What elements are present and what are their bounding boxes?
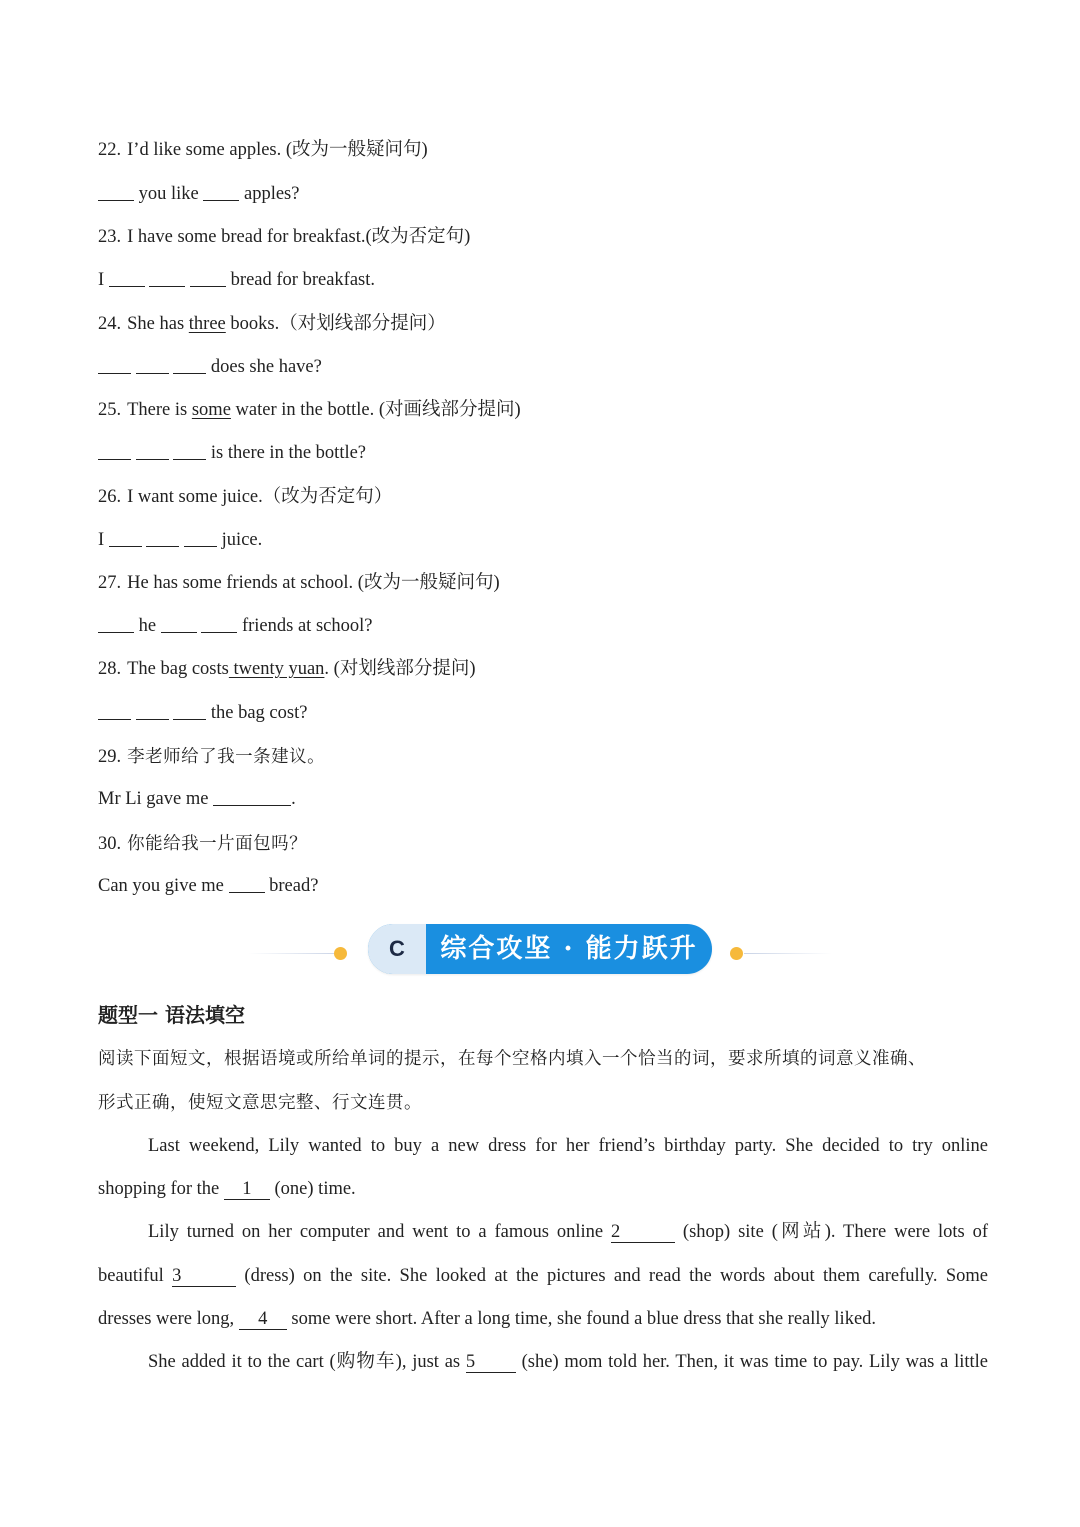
blank-1[interactable]: 1 bbox=[224, 1179, 270, 1200]
passage-text: Lily turned on her computer and went to a famous online bbox=[148, 1222, 612, 1242]
passage-text: (shop) site (网站). There were lots of bbox=[675, 1222, 988, 1242]
passage-text: shopping for the bbox=[98, 1179, 224, 1199]
passage-line bbox=[98, 1263, 988, 1289]
question-22 bbox=[98, 137, 988, 163]
question-30 bbox=[98, 830, 988, 857]
answer-text: friends at school? bbox=[237, 616, 373, 636]
answer-blank[interactable] bbox=[146, 528, 179, 547]
question-text: books.（对划线部分提问） bbox=[225, 314, 446, 334]
divider-line bbox=[248, 953, 340, 954]
passage-line bbox=[98, 1176, 988, 1202]
answer-text: I bbox=[98, 530, 109, 550]
blank-2[interactable]: 2 bbox=[611, 1222, 675, 1243]
question-text: I’d like some apples. (改为一般疑问句) bbox=[127, 140, 428, 160]
answer-blank[interactable] bbox=[229, 874, 265, 893]
answer-text: Can you give me bbox=[98, 876, 229, 896]
passage-line: Last weekend, Lily wanted to buy a new dress for her friend’s birthday party. She decided to try online bbox=[148, 1136, 988, 1156]
passage-line bbox=[98, 1306, 988, 1332]
answer-text: juice. bbox=[217, 530, 263, 550]
instructions: 形式正确，使短文意思完整、行文连贯。 bbox=[98, 1092, 422, 1112]
banner-letter: C bbox=[368, 924, 426, 974]
underlined-word: some bbox=[191, 400, 231, 420]
answer-text: apples? bbox=[239, 184, 300, 204]
answer-blank[interactable] bbox=[203, 182, 239, 201]
answer-blank[interactable] bbox=[173, 441, 206, 460]
answer-text: bread? bbox=[264, 876, 319, 896]
underlined-word: three bbox=[188, 314, 226, 334]
question-text: The bag costs bbox=[127, 659, 229, 679]
answer-blank[interactable] bbox=[184, 528, 217, 547]
divider-line bbox=[744, 953, 832, 954]
answer-blank[interactable] bbox=[190, 268, 226, 287]
instructions: 阅读下面短文，根据语境或所给单词的提示，在每个空格内填入一个恰当的词，要求所填的词意义准确、 bbox=[98, 1048, 926, 1068]
answer-text: the bag cost? bbox=[206, 703, 308, 723]
answer-text: . bbox=[291, 789, 296, 809]
answer-blank[interactable] bbox=[98, 614, 134, 633]
question-number: 25. bbox=[98, 400, 122, 420]
passage-text: some were short. After a long time, she found a blue dress that she really liked. bbox=[286, 1309, 877, 1329]
answer-text: is there in the bottle? bbox=[206, 443, 367, 463]
question-text: There is bbox=[127, 400, 192, 420]
blank-5[interactable]: 5 bbox=[466, 1352, 516, 1373]
question-number: 28. bbox=[98, 659, 122, 679]
answer-blank[interactable] bbox=[173, 701, 206, 720]
answer-blank[interactable] bbox=[98, 441, 131, 460]
answer-blank[interactable] bbox=[98, 355, 131, 374]
answer-blank[interactable] bbox=[201, 614, 237, 633]
blank-3[interactable]: 3 bbox=[172, 1266, 236, 1287]
question-text: . (对划线部分提问) bbox=[324, 659, 476, 679]
question-number: 24. bbox=[98, 314, 122, 334]
question-text: He has some friends at school. (改为一般疑问句) bbox=[127, 573, 500, 593]
answer-line-23 bbox=[98, 267, 988, 293]
answer-text: does she have? bbox=[206, 357, 322, 377]
question-text: 李老师给了我一条建议。 bbox=[127, 746, 326, 766]
dot-icon bbox=[730, 947, 743, 960]
answer-blank[interactable] bbox=[98, 701, 131, 720]
question-number: 23. bbox=[98, 227, 122, 247]
question-text: I have some bread for breakfast.(改为否定句) bbox=[127, 227, 471, 247]
answer-blank[interactable] bbox=[136, 355, 169, 374]
question-text: 你能给我一片面包吗？ bbox=[127, 833, 308, 853]
passage-text: She added it to the cart (购物车), just as bbox=[148, 1352, 466, 1372]
answer-blank[interactable] bbox=[98, 182, 134, 201]
passage-text: (one) time. bbox=[269, 1179, 356, 1199]
answer-blank[interactable] bbox=[173, 355, 206, 374]
passage-text: beautiful bbox=[98, 1266, 173, 1286]
blank-4[interactable]: 4 bbox=[239, 1309, 287, 1330]
answer-blank[interactable] bbox=[136, 701, 169, 720]
question-number: 22. bbox=[98, 140, 122, 160]
answer-line-24 bbox=[98, 354, 988, 380]
answer-line-26 bbox=[98, 527, 988, 553]
passage-line bbox=[98, 1219, 988, 1245]
answer-line-29 bbox=[98, 786, 988, 812]
question-23 bbox=[98, 224, 988, 250]
question-25 bbox=[98, 397, 988, 423]
question-text: water in the bottle. (对画线部分提问) bbox=[230, 400, 521, 420]
banner-title: 综合攻坚 · 能力跃升 bbox=[440, 934, 698, 964]
answer-blank[interactable] bbox=[213, 787, 291, 806]
passage-text: dresses were long, bbox=[98, 1309, 239, 1329]
answer-line-25 bbox=[98, 440, 988, 466]
answer-blank[interactable] bbox=[136, 441, 169, 460]
question-number: 26. bbox=[98, 487, 122, 507]
answer-line-30 bbox=[98, 873, 988, 899]
answer-blank[interactable] bbox=[161, 614, 197, 633]
question-28 bbox=[98, 656, 988, 682]
question-27 bbox=[98, 570, 988, 596]
question-text: I want some juice.（改为否定句） bbox=[127, 487, 393, 507]
question-number: 27. bbox=[98, 573, 122, 593]
underlined-word: twenty yuan bbox=[228, 659, 325, 679]
question-number: 30. bbox=[98, 834, 122, 854]
section-heading: 题型一 语法填空 bbox=[98, 1003, 245, 1027]
answer-line-22 bbox=[98, 181, 988, 207]
passage-text: (dress) on the site. She looked at the pictures and read the words about them carefully. Some bbox=[236, 1266, 988, 1286]
banner-pill bbox=[368, 924, 712, 974]
question-26 bbox=[98, 484, 988, 510]
answer-line-27 bbox=[98, 613, 988, 639]
answer-blank[interactable] bbox=[149, 268, 185, 287]
dot-icon bbox=[334, 947, 347, 960]
answer-text: I bbox=[98, 270, 109, 290]
question-text: She has bbox=[127, 314, 189, 334]
question-24 bbox=[98, 311, 988, 337]
answer-text: bread for breakfast. bbox=[226, 270, 375, 290]
answer-text: he bbox=[134, 616, 161, 636]
answer-blank[interactable] bbox=[109, 268, 145, 287]
answer-blank[interactable] bbox=[109, 528, 142, 547]
section-banner bbox=[248, 922, 832, 976]
question-29 bbox=[98, 743, 988, 770]
passage-text: (she) mom told her. Then, it was time to pay. Lily was a little bbox=[515, 1352, 988, 1372]
answer-line-28 bbox=[98, 700, 988, 726]
answer-text: you like bbox=[134, 184, 204, 204]
answer-text: Mr Li gave me bbox=[98, 789, 214, 809]
question-number: 29. bbox=[98, 747, 122, 767]
passage-line bbox=[98, 1349, 988, 1375]
